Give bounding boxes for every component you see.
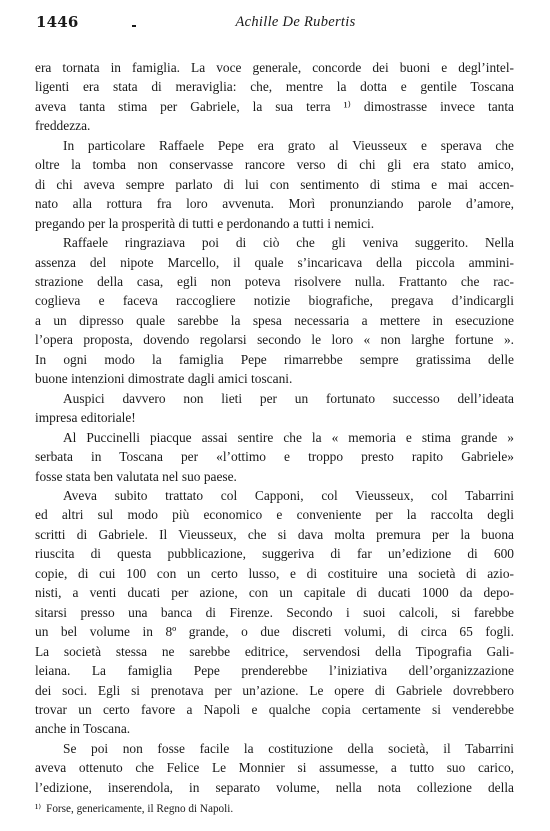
page-number: 1446 [36,13,79,31]
footnote-marker: ¹⁾ [35,803,42,815]
text-line: a un dipresso quale sarebbe la spesa necessaria a mettere in esecuzione [35,312,514,328]
text-line: Raffaele ringraziava poi di ciò che gli veniva suggerito. Nella [63,235,514,251]
text-line: buone intenzioni dimostrate dagli amici toscani. [35,371,293,387]
text-line: In particolare Raffaele Pepe era grato al Vieusseux e sperava che [63,137,514,153]
text-line: anche in Toscana. [35,721,131,737]
text-line: un bel volume in 8º grande, o due discreti volumi, di circa 65 fogli. [35,624,514,640]
text-line: riuscita di questa pubblicazione, suggeriva di far un’edizione di 600 [35,546,514,562]
text-line: dei soci. Egli si prenotava per un’azione. Le opere di Gabriele dovrebbero [35,682,514,698]
text-line: impresa editoriale! [35,410,136,426]
text-line: ed altri sul modo più economico e conveniente per la raccolta degli [35,507,514,523]
text-line: di chi aveva sempre parlato di lui con sentimento di stima e mai accen- [35,176,514,192]
body-text [35,58,514,797]
text-line: fosse stata ben valutata nel suo paese. [35,468,237,484]
text-line: assenza del nipote Marcello, il quale s’incaricava della piccola ammini- [35,254,514,270]
text-line: Auspici davvero non lieti per un fortunato successo dell’ideata [63,390,514,406]
text-line: l’opera proposta, dovendo regolarsi secondo le loro « non larghe fortune ». [35,332,514,348]
text-line: ligenti era stata di meraviglia: che, mentre la dotta e gentile Toscana [35,79,514,95]
text-line: l’edizione, inserendola, in separato volume, nella nota collezione della [35,779,514,795]
text-line: nato alla rottura fra loro avvenuta. Morì pronunziando parole d’amore, [35,196,514,212]
running-head [36,13,515,33]
text-line: pregando per la prosperità di tutti e perdonando a tutti i nemici. [35,215,375,231]
text-line: La società stessa ne sarebbe editrice, servendosi della Tipografia Gali- [35,643,514,659]
text-line: scritti di Gabriele. Il Vieusseux, che si dava molta premura per la buona [35,526,514,542]
text-line: trovar un certo favore a Napoli e qualche copia certamente si venderebbe [35,701,514,717]
text-line: In ogni modo la famiglia Pepe rimarrebbe sempre gratissima delle [35,351,514,367]
text-line: aveva tanta stima per Gabriele, la sua terra ¹⁾ dimostrasse invece tanta [35,98,514,114]
footnote [35,802,233,815]
text-line: coglieva e faceva raccogliere notizie biografiche, pregava d’indicargli [35,293,514,309]
text-line: leiana. La famiglia Pepe prenderebbe l’iniziativa dell’organizzazione [35,663,514,679]
text-line: freddezza. [35,118,91,134]
text-line: Al Puccinelli piacque assai sentire che la « memoria e stima grande » [63,429,514,445]
text-line: nisti, a venti ducati per azione, con un capitale di ducati 1000 da depo- [35,585,514,601]
text-line: serbata in Toscana per «l’ottimo e troppo presto rapito Gabriele» [35,449,514,465]
text-line: Aveva subito trattato col Capponi, col Vieusseux, col Tabarrini [63,487,514,503]
text-line: strazione della casa, egli non poteva risolvere nulla. Frattanto che rac- [35,273,514,289]
text-line: copie, di cui 100 con un certo lusso, e di costituire una società di azio- [35,565,514,581]
text-line: oltre la tomba non conservasse rancore verso di chi gli era stato amico, [35,157,514,173]
running-title: Achille De Rubertis [235,14,356,30]
text-line: era tornata in famiglia. La voce generale, concorde dei buoni e degl’intel- [35,60,514,75]
text-line: Se poi non fosse facile la costituzione della società, il Tabarrini [63,740,514,756]
text-line: aveva ottenuto che Felice Le Monnier si assumesse, a tutto suo carico, [35,760,514,776]
footnote-text: Forse, genericamente, il Regno di Napoli. [46,803,234,815]
text-line: sitarsi presso una banca di Firenze. Secondo i suoi calcoli, si farebbe [35,604,514,620]
